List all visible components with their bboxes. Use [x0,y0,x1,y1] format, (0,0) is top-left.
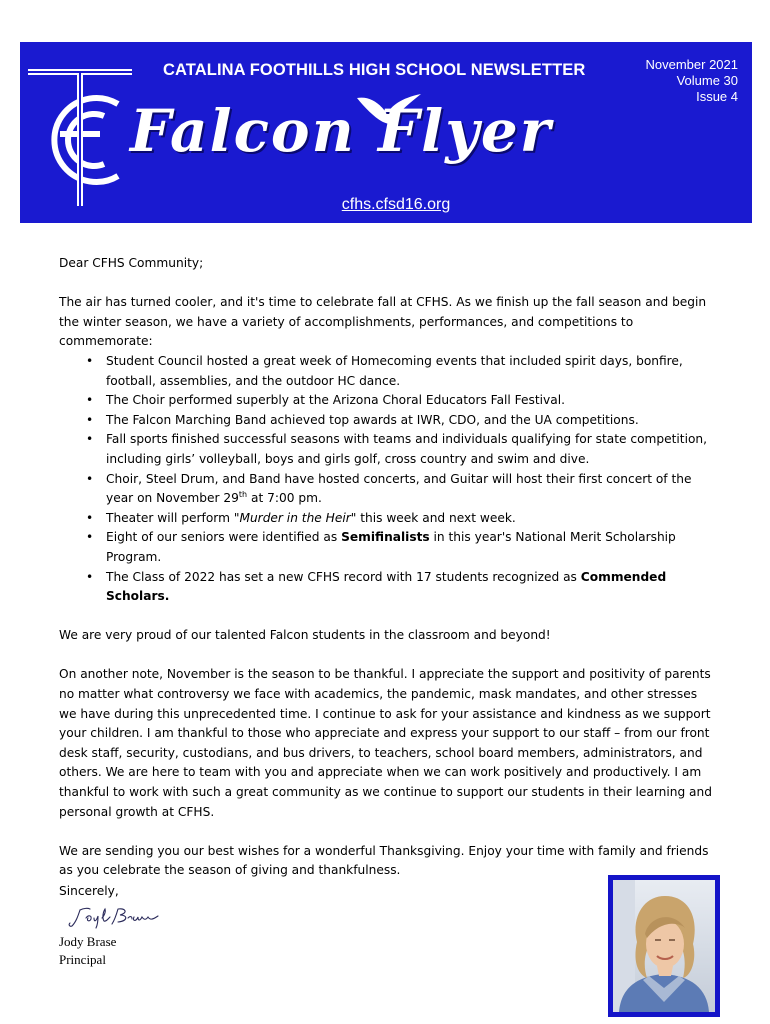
commended-text: The Class of 2022 has set a new CFHS record with 17 students recognized as [106,569,581,584]
greeting: Dear CFHS Community; [59,256,204,270]
theater-text-start: Theater will perform " [106,510,240,525]
cfhs-logo-icon [20,64,140,214]
signer-block [59,933,116,969]
portrait-image [613,880,715,1012]
letter-body [59,254,715,881]
portrait-photo [613,880,715,1012]
signer-name: Jody Brase [59,934,117,949]
concert-text: Choir, Steel Drum, and Band have hosted concerts, and Guitar will host their first concert of the year on November 29 [106,471,692,506]
accomplishments-list [59,352,715,607]
concert-time: at 7:00 pm. [247,491,322,506]
play-title: Murder in the Heir [239,510,351,525]
list-item [106,509,715,529]
principal-portrait [608,875,720,1017]
intro-paragraph: The air has turned cooler, and it's time to celebrate fall at CFHS. As we finish up the fall season and begin the winter season, we have a variety of accomplishments, performances, and competitions to commemorate: [59,295,707,349]
newsletter-title: Falcon Flyer [130,97,553,165]
theater-text-end: " this week and next week. [350,510,516,525]
signature-image [66,904,161,930]
list-item: • Student Council hosted a great week of Homecoming events that included spirit days, bonfire, football, assemblies, and the outdoor HC dance. [106,352,715,391]
issue-info [646,57,739,105]
school-title: CATALINA FOOTHILLS HIGH SCHOOL NEWSLETTER [163,61,586,79]
list-item [106,470,715,509]
signer-role: Principal [59,952,106,967]
commended-emphasis: Commended Scholars. [106,569,667,604]
list-item [106,528,715,567]
masthead [20,42,752,223]
ordinal-suffix: th [238,490,248,500]
issue-number: Issue 4 [696,89,738,104]
semifinalists-emphasis: Semifinalists [341,530,430,545]
site-url-link[interactable]: cfhs.cfsd16.org [341,196,451,213]
issue-volume: Volume 30 [676,73,738,88]
list-item: • The Falcon Marching Band achieved top awards at IWR, CDO, and the UA competitions. [106,411,715,431]
closing: Sincerely, [59,884,119,898]
wishes-paragraph: We are sending you our best wishes for a wonderful Thanksgiving. Enjoy your time with family and friends as you celebrate the season of giving and thankfulness. [59,843,709,878]
merit-text-start: Eight of our seniors were identified as [106,530,342,545]
merit-text-end: in this year's National Merit Scholarship Program. [106,530,676,564]
list-item [106,568,715,607]
thankful-paragraph: On another note, November is the season to be thankful. I appreciate the support and positivity of parents no matter what controversy we face with academics, the pandemic, mask mandates, and other stresses we have during this unprecedented time. I continue to ask for your assistance and kindness as we support your children. I am thankful to those who appreciate and express your support to our staff – from our front desk staff, security, custodians, and bus drivers, to teachers, school board members, administrators, and others. We are here to team with you and appreciate when we can work positively and productively. I am thankful to work with such a great community as we continue to support our students in their learning and personal growth at CFHS. [59,667,712,819]
site-url-row [20,196,752,214]
list-item: • Fall sports finished successful seasons with teams and individuals qualifying for state competition, including girls’ volleyball, boys and girls golf, cross country and swim and dive. [106,430,715,469]
list-item: • The Choir performed superbly at the Arizona Choral Educators Fall Festival. [106,391,715,411]
proud-paragraph: We are very proud of our talented Falcon students in the classroom and beyond! [59,628,551,643]
issue-month: November 2021 [645,57,738,72]
